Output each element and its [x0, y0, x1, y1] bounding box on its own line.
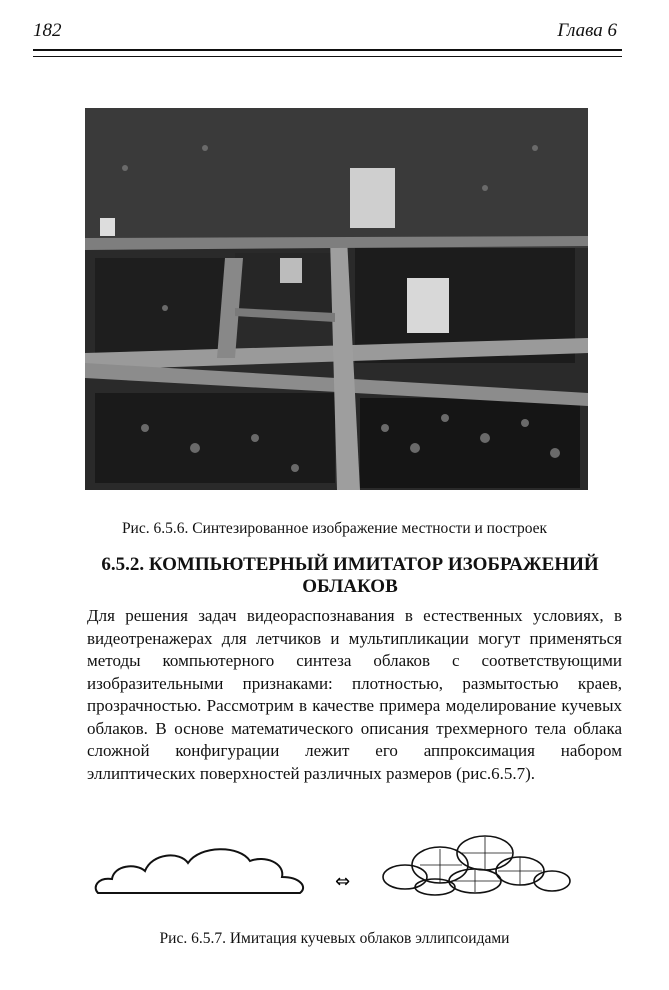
- cloud-figure: [90, 825, 590, 905]
- body-paragraph: Для решения задач видеораспознавания в естественных условиях, в видеотренажерах для летчиков и мультипликации могут применяться методы компьютерного синтеза облаков с соответствующими изобразительными признаками: плотностью, размытостью краев, прозрачностью. Рассмотрим в качестве примера моделирование кучевых облаков. В основе математического описания трехмерного тела облака сложной конфигурации лежит его аппроксимация набором эллиптических поверхностей различных размеров (рис.6.5.7).: [87, 606, 622, 783]
- body-text: [87, 605, 622, 785]
- terrain-photo: [85, 108, 588, 490]
- ellipsoid-cloud-icon: [383, 836, 570, 895]
- header-rule: [33, 49, 622, 57]
- section-heading: 6.5.2. КОМПЬЮТЕРНЫЙ ИМИТАТОР ИЗОБРАЖЕНИЙ ОБЛАКОВ: [101, 554, 599, 597]
- cloud-outline-icon: [96, 849, 303, 893]
- figure-caption-2: Рис. 6.5.7. Имитация кучевых облаков эллипсоидами: [159, 930, 510, 947]
- figure-caption-1: Рис. 6.5.6. Синтезированное изображение местности и построек: [121, 520, 548, 537]
- chapter-title: Глава 6: [557, 20, 617, 41]
- equivalence-arrow-icon: ⇔: [335, 871, 351, 892]
- page-number: 182: [33, 20, 62, 41]
